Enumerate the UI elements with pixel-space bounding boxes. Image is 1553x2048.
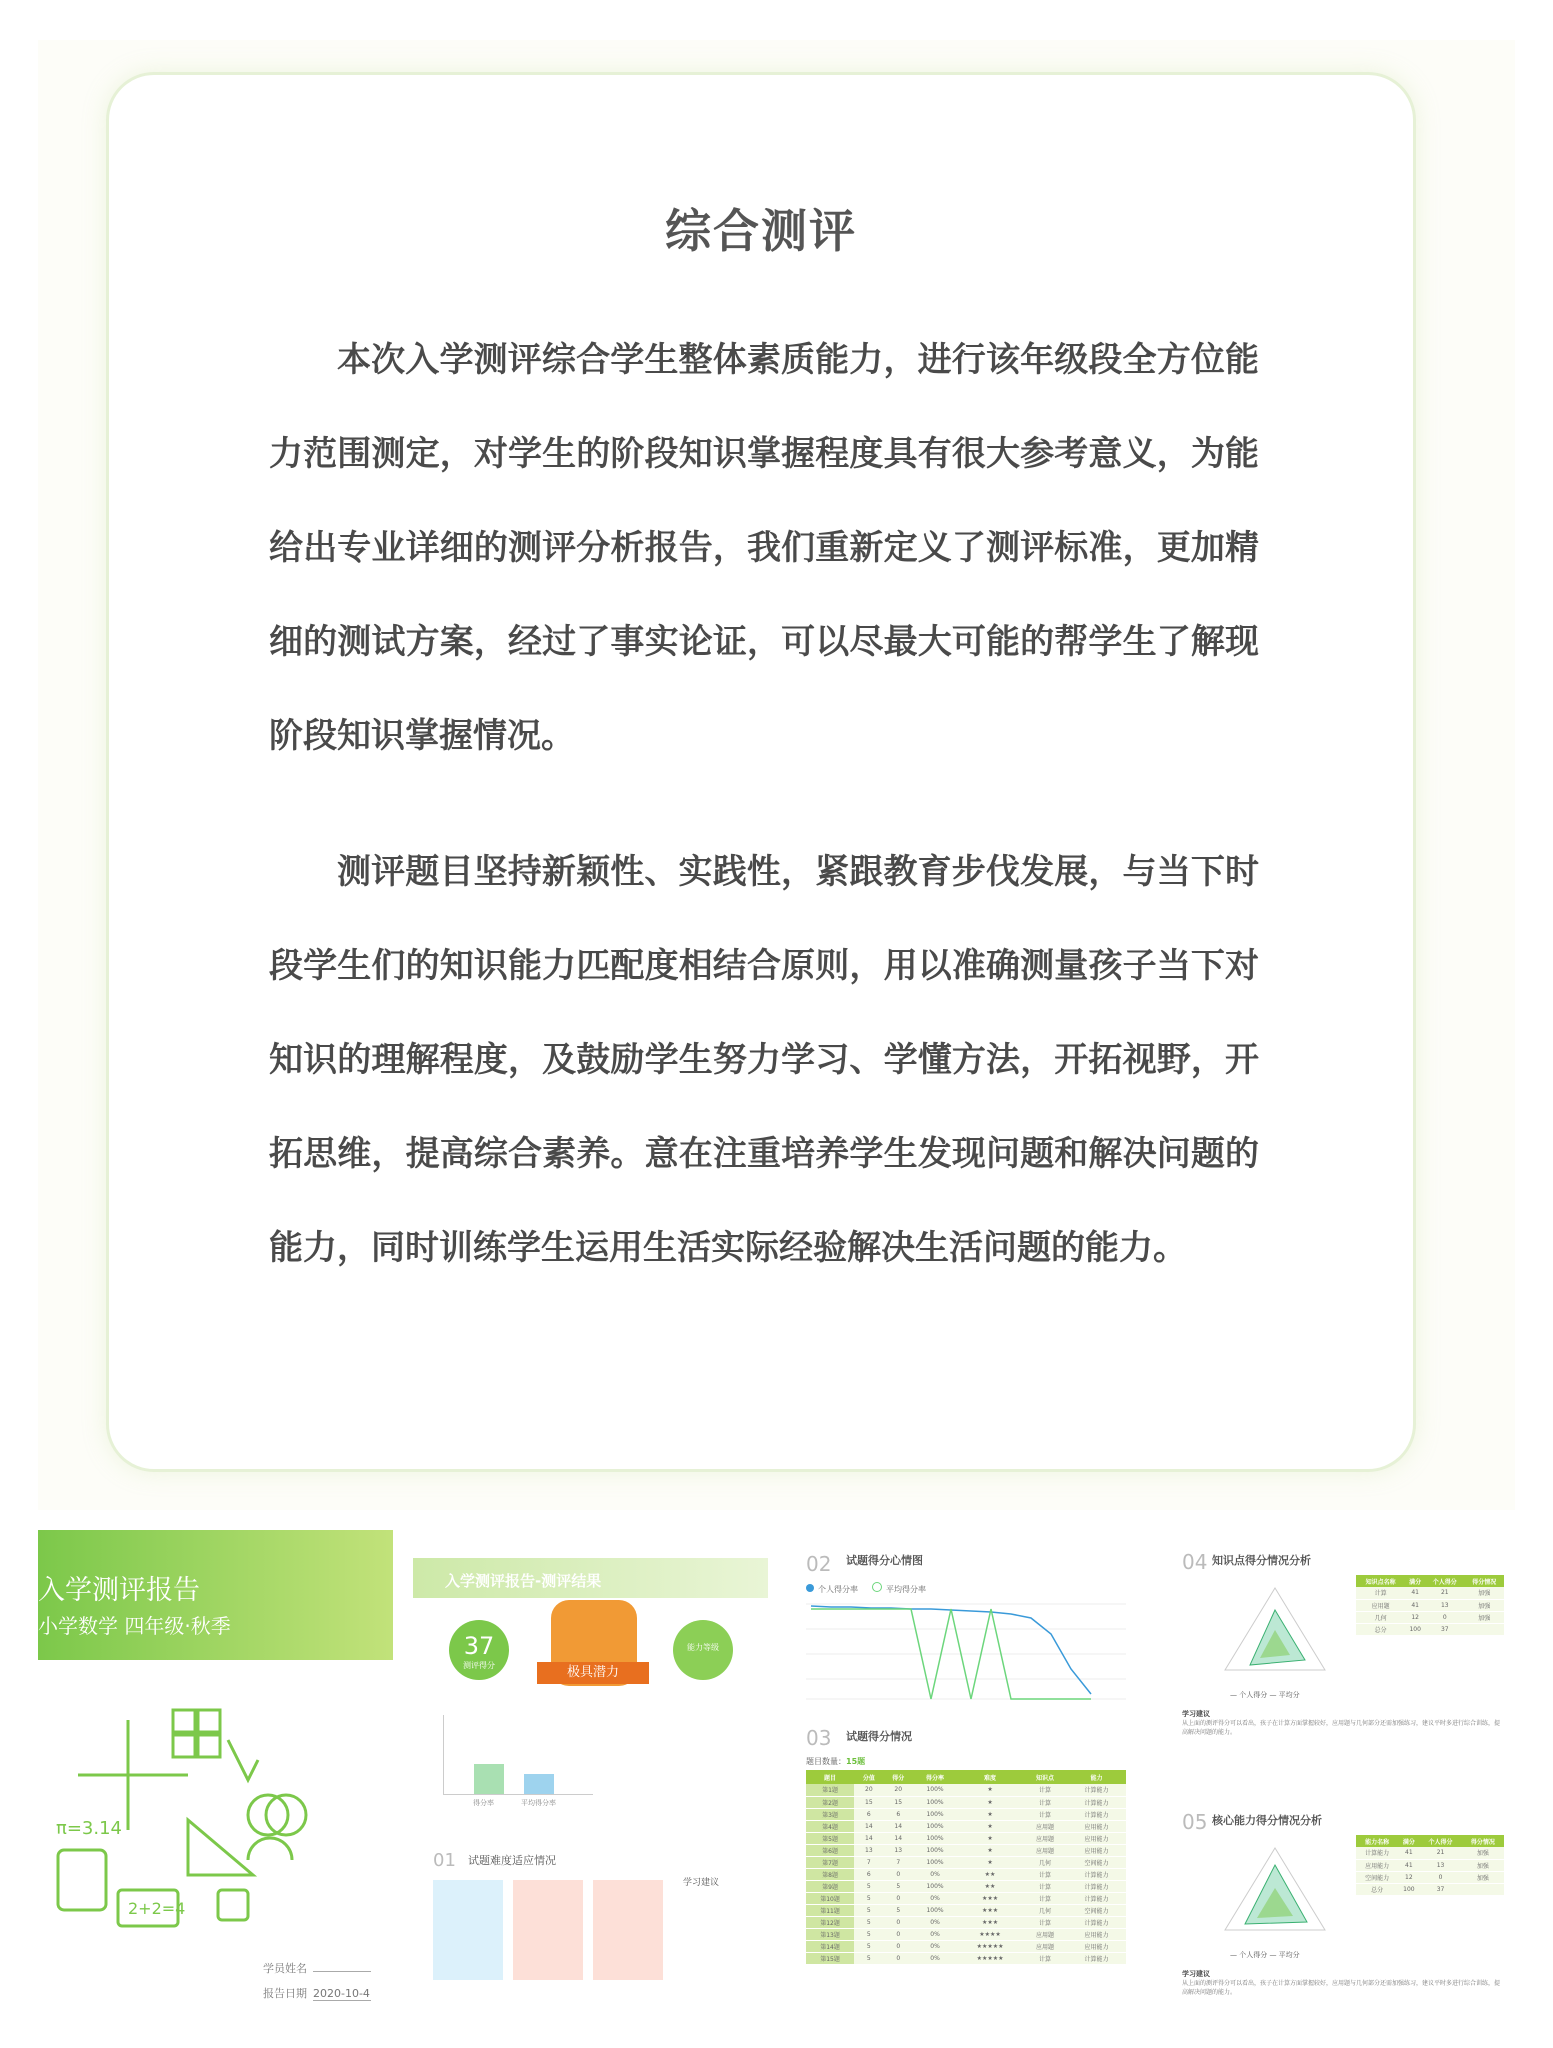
thumbnail-radar[interactable] — [1160, 1530, 1515, 2020]
table-cell: 0 — [884, 1916, 913, 1928]
table-header-cell: 能力名称 — [1356, 1835, 1398, 1847]
table-cell: 100% — [913, 1808, 957, 1820]
table-cell: 0 — [884, 1928, 913, 1940]
bar-label-a: 得分率 — [473, 1799, 494, 1807]
table-cell: 第11题 — [806, 1904, 854, 1916]
table-cell: 7 — [854, 1856, 883, 1868]
table-cell: 14 — [884, 1820, 913, 1832]
thumbnail-score-table[interactable] — [786, 1530, 1141, 2020]
table-cell: ★★ — [957, 1868, 1023, 1880]
table-cell: 加强 — [1465, 1587, 1505, 1599]
table-cell: 0 — [884, 1892, 913, 1904]
table-cell: 计算能力 — [1067, 1808, 1126, 1820]
table-cell: 加强 — [1462, 1859, 1504, 1871]
table-cell: 应用题 — [1023, 1832, 1067, 1844]
table-cell: ★★★★ — [957, 1928, 1023, 1940]
section-02-title: 试题得分心情图 — [846, 1554, 923, 1567]
table-cell: ★★★ — [957, 1904, 1023, 1916]
table-cell: 100% — [913, 1904, 957, 1916]
cover-title: 入学测评报告 — [38, 1575, 200, 1606]
table-cell: 0% — [913, 1868, 957, 1880]
table-cell — [1462, 1883, 1504, 1895]
table-cell: 14 — [854, 1820, 883, 1832]
table-cell: 20 — [854, 1784, 883, 1796]
thumbnail-cover[interactable] — [38, 1530, 393, 2020]
difficulty-card-medium — [513, 1880, 583, 1980]
table-row — [1356, 1623, 1504, 1635]
table-row — [1356, 1587, 1504, 1599]
table-cell: 第5题 — [806, 1832, 854, 1844]
section-03-number: 03 — [806, 1726, 832, 1750]
table-header-cell: 得分 — [884, 1770, 913, 1784]
table-header-cell: 知识点名称 — [1356, 1575, 1405, 1587]
table-header-cell: 题目 — [806, 1770, 854, 1784]
table-cell: 计算 — [1023, 1880, 1067, 1892]
ability-table — [1356, 1835, 1504, 1896]
table-cell: 空间能力 — [1067, 1904, 1126, 1916]
table-cell: 第15题 — [806, 1952, 854, 1964]
table-cell: ★★★ — [957, 1892, 1023, 1904]
section-04-title: 知识点得分情况分析 — [1212, 1554, 1311, 1567]
page-title: 综合测评 — [665, 204, 857, 258]
table-cell: 计算 — [1023, 1868, 1067, 1880]
table-cell: 100% — [913, 1820, 957, 1832]
difficulty-card-easy — [433, 1880, 503, 1980]
table-row — [806, 1856, 1126, 1868]
bar-score-rate — [474, 1764, 504, 1794]
table-cell: 应用题 — [1023, 1940, 1067, 1952]
table-cell: 应用能力 — [1356, 1859, 1398, 1871]
cover-student: 学员姓名 — [263, 1960, 371, 1976]
table-cell: ★★★★★ — [957, 1940, 1023, 1952]
table-cell: 0% — [913, 1940, 957, 1952]
svg-text:π=3.14: π=3.14 — [56, 1818, 122, 1839]
table-cell: ★ — [957, 1784, 1023, 1796]
table-cell: 5 — [854, 1940, 883, 1952]
table-cell: 0 — [884, 1940, 913, 1952]
table-cell — [1465, 1623, 1505, 1635]
ability-radar-chart — [1215, 1840, 1335, 1940]
table-cell: 14 — [884, 1832, 913, 1844]
table-cell: ★ — [957, 1844, 1023, 1856]
table-header-cell: 分值 — [854, 1770, 883, 1784]
table-cell: 13 — [1425, 1599, 1464, 1611]
table-cell: 14 — [854, 1832, 883, 1844]
table-cell: 计算能力 — [1067, 1784, 1126, 1796]
table-row — [806, 1868, 1126, 1880]
trend-legend: 个人得分率 平均得分率 — [806, 1582, 926, 1595]
section-02-number: 02 — [806, 1552, 832, 1576]
table-header-cell: 知识点 — [1023, 1770, 1067, 1784]
table-cell: 13 — [884, 1844, 913, 1856]
table-cell: 第13题 — [806, 1928, 854, 1940]
table-cell: 计算 — [1356, 1587, 1405, 1599]
knowledge-radar-chart — [1215, 1580, 1335, 1680]
section-05-number: 05 — [1182, 1810, 1208, 1834]
score-badge: 37 测评得分 — [449, 1620, 509, 1680]
table-cell: ★★★ — [957, 1916, 1023, 1928]
table-cell: 空间能力 — [1356, 1871, 1398, 1883]
svg-text:2+2=4: 2+2=4 — [128, 1899, 186, 1918]
table-cell: 5 — [854, 1892, 883, 1904]
table-cell: 0% — [913, 1916, 957, 1928]
table-cell: 12 — [1398, 1871, 1419, 1883]
bar-average-rate — [524, 1774, 554, 1794]
table-row — [806, 1916, 1126, 1928]
table-header-cell: 个人得分 — [1425, 1575, 1464, 1587]
table-cell: 12 — [1405, 1611, 1425, 1623]
table-cell: 第9题 — [806, 1880, 854, 1892]
table-cell: ★ — [957, 1832, 1023, 1844]
math-doodle-icon — [48, 1700, 318, 1940]
table-cell: 100% — [913, 1844, 957, 1856]
table-cell: ★★★★★ — [957, 1952, 1023, 1964]
section-01-number: 01 — [433, 1850, 456, 1871]
table-cell: 37 — [1419, 1883, 1461, 1895]
intro-card — [106, 72, 1416, 1472]
table-cell: 21 — [1425, 1587, 1464, 1599]
table-cell: 5 — [854, 1880, 883, 1892]
advice-title: 学习建议 — [683, 1878, 720, 1888]
table-cell: 0 — [1419, 1871, 1461, 1883]
table-cell: 加强 — [1465, 1599, 1505, 1611]
level-label: 极具潜力 — [537, 1662, 649, 1684]
table-cell: 0 — [884, 1868, 913, 1880]
table-cell: 总分 — [1356, 1883, 1398, 1895]
table-cell: 计算 — [1023, 1808, 1067, 1820]
table-cell: 37 — [1425, 1623, 1464, 1635]
score-bar-chart — [443, 1715, 593, 1795]
table-cell: 41 — [1405, 1587, 1425, 1599]
cover-subtitle: 小学数学 四年级·秋季 — [38, 1614, 231, 1638]
table-cell: 21 — [1419, 1847, 1461, 1859]
table-cell: 计算 — [1023, 1916, 1067, 1928]
table-cell: 第8题 — [806, 1868, 854, 1880]
table-row — [806, 1832, 1126, 1844]
table-cell: 应用能力 — [1067, 1940, 1126, 1952]
section-03-title: 试题得分情况 — [846, 1730, 912, 1743]
score-table — [806, 1770, 1126, 1965]
table-row — [1356, 1847, 1504, 1859]
table-cell: ★ — [957, 1820, 1023, 1832]
table-cell: 0% — [913, 1928, 957, 1940]
advice-block-2: 学习建议 从上面的测评得分可以看出，孩子在计算方面掌握较好，应用题与几何部分还需加强练习，建议平时多进行综合训练，提高解决问题的能力。 — [1182, 1970, 1501, 1996]
table-cell: 第7题 — [806, 1856, 854, 1868]
table-cell: 0 — [884, 1952, 913, 1964]
table-cell: 15 — [884, 1796, 913, 1808]
table-row — [1356, 1611, 1504, 1623]
table-cell: 应用能力 — [1067, 1928, 1126, 1940]
table-cell: 第6题 — [806, 1844, 854, 1856]
table-row — [806, 1880, 1126, 1892]
table-cell: 空间能力 — [1067, 1856, 1126, 1868]
knowledge-table — [1356, 1575, 1504, 1636]
table-row — [806, 1844, 1126, 1856]
table-cell: 6 — [854, 1868, 883, 1880]
table-cell: 计算能力 — [1067, 1952, 1126, 1964]
table-row — [806, 1808, 1126, 1820]
table-cell: 应用题 — [1023, 1820, 1067, 1832]
table-cell: 100% — [913, 1796, 957, 1808]
thumbnail-results[interactable] — [413, 1530, 768, 2020]
table-row — [1356, 1871, 1504, 1883]
table-row — [806, 1952, 1126, 1964]
table-header-cell: 能力 — [1067, 1770, 1126, 1784]
table-cell: 100 — [1405, 1623, 1425, 1635]
table-cell: 计算 — [1023, 1952, 1067, 1964]
table-cell: 总分 — [1356, 1623, 1405, 1635]
table-cell: 100% — [913, 1832, 957, 1844]
table-cell: 6 — [854, 1808, 883, 1820]
table-row — [806, 1784, 1126, 1796]
section-01-title: 试题难度适应情况 — [468, 1854, 556, 1867]
table-cell: 100 — [1398, 1883, 1419, 1895]
table-cell: 加强 — [1462, 1847, 1504, 1859]
difficulty-card-hard — [593, 1880, 663, 1980]
section-04-number: 04 — [1182, 1550, 1208, 1574]
table-row — [806, 1820, 1126, 1832]
table-row — [806, 1928, 1126, 1940]
table-cell: 几何 — [1023, 1856, 1067, 1868]
table-cell: 应用题 — [1023, 1844, 1067, 1856]
table-cell: 计算 — [1023, 1784, 1067, 1796]
table-cell: 加强 — [1465, 1611, 1505, 1623]
paragraph-1: 本次入学测评综合学生整体素质能力，进行该年级段全方位能力范围测定，对学生的阶段知识掌握程度具有很大参考意义，为能给出专业详细的测评分析报告，我们重新定义了测评标准，更加精细的测试方案，经过了事实论证，可以尽最大可能的帮学生了解现阶段知识掌握情况。 — [269, 340, 1259, 756]
table-cell: 5 — [884, 1880, 913, 1892]
table-cell: 100% — [913, 1784, 957, 1796]
bar-label-b: 平均得分率 — [521, 1799, 556, 1807]
table-cell: 5 — [854, 1952, 883, 1964]
trend-line-chart — [806, 1594, 1126, 1714]
table-cell: 计算 — [1023, 1892, 1067, 1904]
table-cell: 6 — [884, 1808, 913, 1820]
table-cell: 计算能力 — [1067, 1880, 1126, 1892]
table-cell: 7 — [884, 1856, 913, 1868]
table-header-cell: 个人得分 — [1419, 1835, 1461, 1847]
table-cell: 第1题 — [806, 1784, 854, 1796]
table-cell: 应用能力 — [1067, 1832, 1126, 1844]
table-cell: 计算能力 — [1067, 1892, 1126, 1904]
table-header-cell: 难度 — [957, 1770, 1023, 1784]
table-row — [1356, 1599, 1504, 1611]
table-cell: 0 — [1425, 1611, 1464, 1623]
table-header-cell: 得分率 — [913, 1770, 957, 1784]
table-cell: 计算能力 — [1067, 1796, 1126, 1808]
table-cell: 计算 — [1023, 1796, 1067, 1808]
table-cell: 几何 — [1356, 1611, 1405, 1623]
table-row — [806, 1904, 1126, 1916]
table-cell: 第4题 — [806, 1820, 854, 1832]
table-cell: 几何 — [1023, 1904, 1067, 1916]
table-header-cell: 得分情况 — [1465, 1575, 1505, 1587]
table-cell: 加强 — [1462, 1871, 1504, 1883]
table-cell: 41 — [1398, 1847, 1419, 1859]
table-cell: 应用能力 — [1067, 1820, 1126, 1832]
section-05-title: 核心能力得分情况分析 — [1212, 1814, 1322, 1827]
table-header-cell: 满分 — [1405, 1575, 1425, 1587]
table-cell: 13 — [854, 1844, 883, 1856]
table-header-cell: 满分 — [1398, 1835, 1419, 1847]
table-row — [806, 1796, 1126, 1808]
table-cell: 第12题 — [806, 1916, 854, 1928]
table-cell: 0% — [913, 1952, 957, 1964]
table-cell: 计算能力 — [1356, 1847, 1398, 1859]
table-row — [806, 1892, 1126, 1904]
table-cell: 13 — [1419, 1859, 1461, 1871]
table-cell: 第3题 — [806, 1808, 854, 1820]
results-header: 入学测评报告-测评结果 — [413, 1558, 768, 1598]
table-cell: 5 — [854, 1928, 883, 1940]
table-cell: 应用能力 — [1067, 1844, 1126, 1856]
table-cell: 应用题 — [1023, 1928, 1067, 1940]
table-cell: 第2题 — [806, 1796, 854, 1808]
table-cell: 5 — [884, 1904, 913, 1916]
radar-legend: — 个人得分 — 平均分 — [1230, 1691, 1300, 1699]
table-cell: 100% — [913, 1856, 957, 1868]
ability-badge: 能力等级 — [673, 1620, 733, 1680]
cover-date: 报告日期 2020-10-4 — [263, 1987, 370, 2000]
table-cell: 41 — [1405, 1599, 1425, 1611]
table-cell: ★★ — [957, 1880, 1023, 1892]
table-cell: 计算能力 — [1067, 1916, 1126, 1928]
table-cell: ★ — [957, 1856, 1023, 1868]
table-cell: 第14题 — [806, 1940, 854, 1952]
table-cell: 41 — [1398, 1859, 1419, 1871]
table-cell: ★ — [957, 1808, 1023, 1820]
radar-legend-2: — 个人得分 — 平均分 — [1230, 1951, 1300, 1959]
table-cell: 5 — [854, 1904, 883, 1916]
table-cell: 计算能力 — [1067, 1868, 1126, 1880]
table-cell: 20 — [884, 1784, 913, 1796]
table-cell: ★ — [957, 1796, 1023, 1808]
table-cell: 第10题 — [806, 1892, 854, 1904]
score-summary: 题目数量：15题 — [806, 1757, 866, 1766]
cover-banner — [38, 1530, 393, 1660]
advice-block-1: 学习建议 从上面的测评得分可以看出，孩子在计算方面掌握较好，应用题与几何部分还需加强练习，建议平时多进行综合训练，提高解决问题的能力。 — [1182, 1710, 1501, 1736]
table-row — [1356, 1883, 1504, 1895]
table-cell: 5 — [854, 1916, 883, 1928]
document-canvas — [38, 40, 1515, 1510]
table-cell: 0% — [913, 1892, 957, 1904]
table-row — [806, 1940, 1126, 1952]
table-row — [1356, 1859, 1504, 1871]
paragraph-2: 测评题目坚持新颖性、实践性，紧跟教育步伐发展，与当下时段学生们的知识能力匹配度相结合原则，用以准确测量孩子当下对知识的理解程度，及鼓励学生努力学习、学懂方法，开拓视野，开拓思维，提高综合素养。意在注重培养学生发现问题和解决问题的能力，同时训练学生运用生活实际经验解决生活问题的能力。 — [269, 852, 1259, 1268]
table-cell: 应用题 — [1356, 1599, 1405, 1611]
table-header-cell: 得分情况 — [1462, 1835, 1504, 1847]
table-cell: 100% — [913, 1880, 957, 1892]
table-cell: 15 — [854, 1796, 883, 1808]
